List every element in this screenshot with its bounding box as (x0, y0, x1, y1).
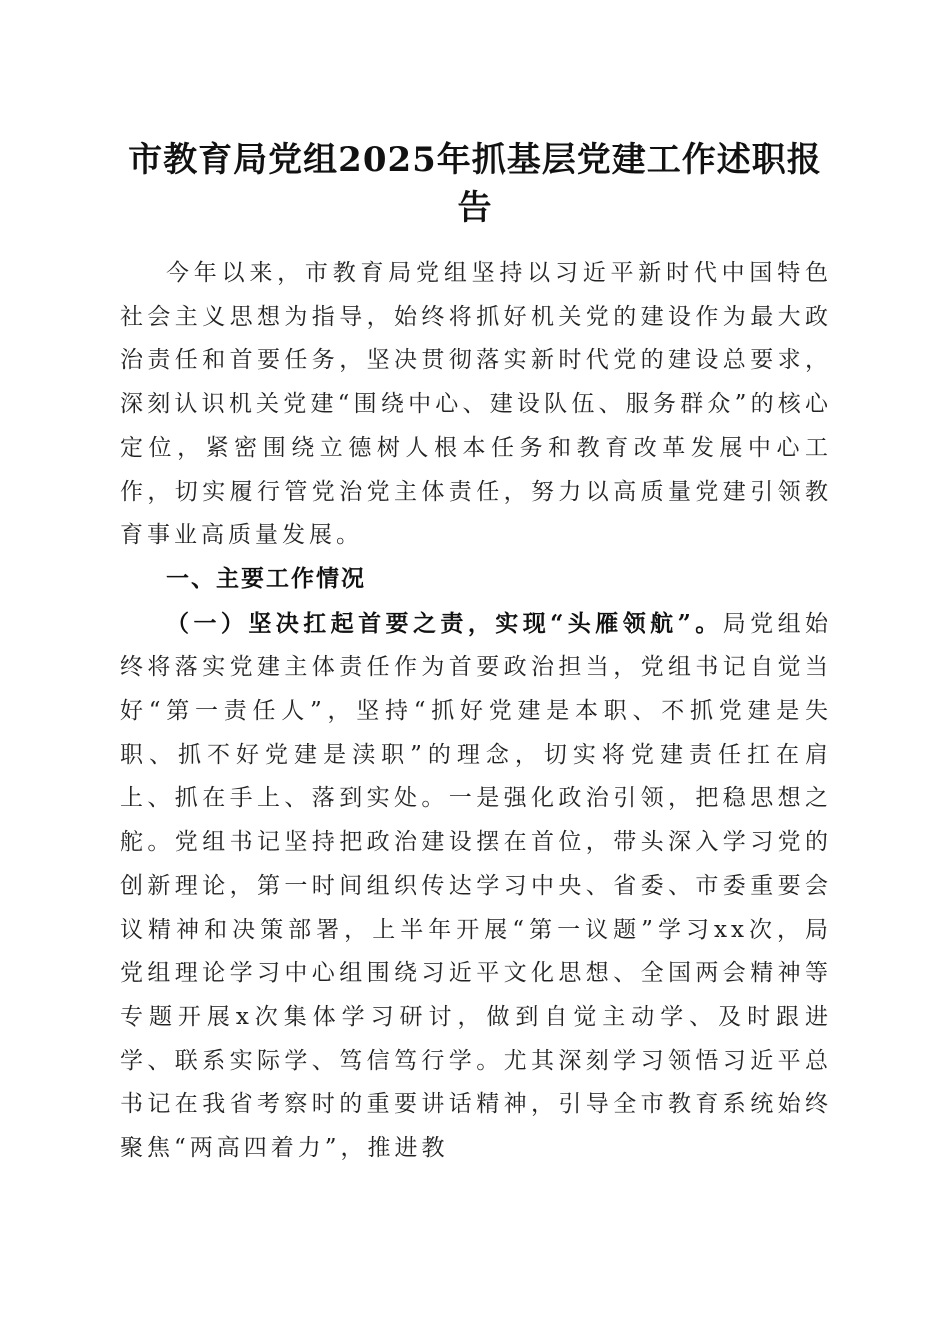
document-body (120, 252, 832, 1171)
section-heading: 一、主要工作情况 (166, 565, 366, 592)
item-text: 局党组始终将落实党建主体责任作为首要政治担当，党组书记自觉当好“第一责任人”，坚持“抓好党建是本职、不抓党建是失职、抓不好党建是渎职”的理念，切实将党建责任扛在肩上、抓在手上、落到实处。一是强化政治引领，把稳思想之舵。党组书记坚持把政治建设摆在首位，带头深入学习党的创新理论，第一时间组织传达学习中央、省委、市委重要会议精神和决策部署，上半年开展“第一议题”学习xx次，局党组理论学习中心组围绕习近平文化思想、全国两会精神等专题开展x次集体学习研讨，做到自觉主动学、及时跟进学、联系实际学、笃信笃行学。尤其深刻学习领悟习近平总书记在我省考察时的重要讲话精神，引导全市教育系统始终聚焦“两高四着力”，推进教 (120, 610, 833, 1162)
item-heading: （一）坚决扛起首要之责，实现“头雁领航”。 (166, 609, 723, 637)
item-paragraph (120, 602, 832, 1171)
intro-paragraph: 今年以来，市教育局党组坚持以习近平新时代中国特色社会主义思想为指导，始终将抓好机关党的建设作为最大政治责任和首要任务，坚决贯彻落实新时代党的建设总要求，深刻认识机关党建“围绕中心、建设队伍、服务群众”的核心定位，紧密围绕立德树人根本任务和教育改革发展中心工作，切实履行管党治党主体责任，努力以高质量党建引领教育事业高质量发展。 (120, 260, 832, 549)
document-title: 市教育局党组2025年抓基层党建工作述职报告 (128, 140, 822, 228)
